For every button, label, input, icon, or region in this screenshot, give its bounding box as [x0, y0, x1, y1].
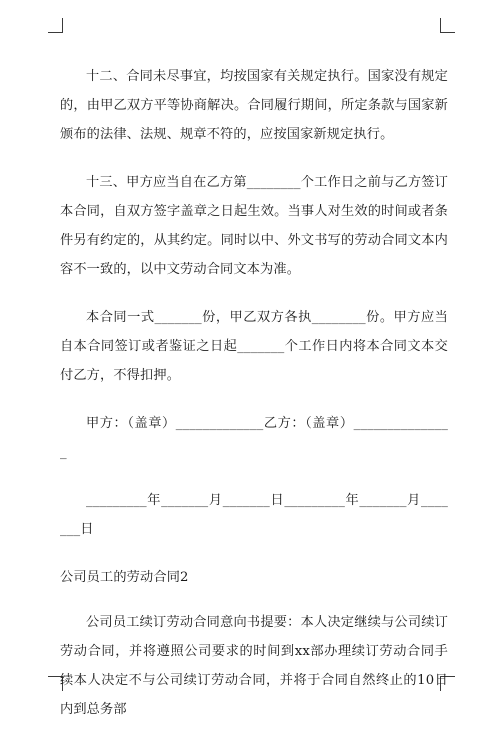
- clause-twelve-paragraph: 十二、合同未尽事宜，均按国家有关规定执行。国家没有规定的，由甲乙双方平等协商解决。合同履行期间，所定条款与国家新颁布的法律、法规、规章不符的，应按国家新规定执行。: [60, 69, 448, 142]
- signature-line: 甲方：（盖章）_____________乙方：（盖章）_______________: [60, 416, 448, 460]
- clause-thirteen-paragraph: 十三、甲方应当自在乙方第________个工作日之前与乙方签订本合同，自双方签字盖章之日起生效。当事人对生效的时间或者条件另有约定的，从其约定。同时以中、外文书写的劳动合同文本内容不一致的，以中文劳动合同文本为准。: [60, 175, 448, 277]
- crop-mark-top-left: [48, 18, 63, 33]
- section-title: 公司员工的劳动合同2: [60, 570, 189, 585]
- renewal-intent-paragraph: 公司员工续订劳动合同意向书提要：本人决定继续与公司续订劳动合同，并将遵照公司要求的时间到xx部办理续订劳动合同手续本人决定不与公司续订劳动合同，并将于合同自然终止的10日内到总务部: [60, 615, 448, 717]
- crop-mark-top-right: [440, 18, 455, 33]
- date-line: _________年_______月_______日_________年_______月_______日: [60, 493, 448, 537]
- copies-paragraph: 本合同一式_______份，甲乙双方各执________份。甲方应当自本合同签订或者鉴证之日起_______个工作日内将本合同文本交付乙方，不得扣押。: [60, 310, 448, 383]
- document-body: [60, 62, 448, 743]
